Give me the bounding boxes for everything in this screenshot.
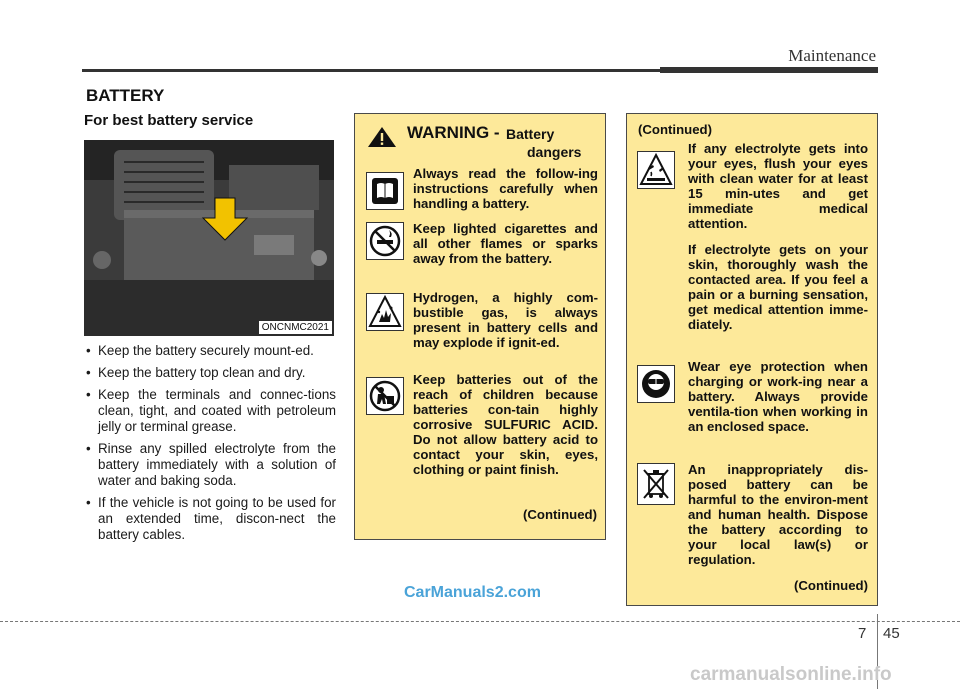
warning-panel xyxy=(354,113,606,540)
chapter-title: Maintenance xyxy=(788,46,876,65)
battery-photo xyxy=(84,140,334,336)
subsection-title: For best battery service xyxy=(84,112,254,129)
list-item: • Keep the battery securely mount-ed. xyxy=(84,343,336,359)
continued-heading: (Continued) xyxy=(638,122,712,137)
header-rule xyxy=(82,69,660,72)
list-item: • Rinse any spilled electrolyte from the battery immediately with a solution of water and baking soda. xyxy=(84,441,336,489)
chapter-number: 7 xyxy=(858,625,867,642)
no-trash-disposal-icon xyxy=(637,463,675,505)
acid-eyes-text: If any electrolyte gets into your eyes, flush your eyes with clean water for at least 15 min-utes and get immediate medical attention. xyxy=(688,141,868,231)
page-footer-rule xyxy=(0,621,960,622)
section-title: BATTERY xyxy=(86,86,165,105)
warning-text-read-instructions: Always read the follow-ing instructions carefully when handling a battery. xyxy=(413,166,598,211)
list-item: • Keep the battery top clean and dry. xyxy=(84,365,336,381)
warning-text-hydrogen: Hydrogen, a highly com-bustible gas, is always present in battery cells and may explode if ignit-ed. xyxy=(413,290,598,350)
page-number: 45 xyxy=(883,625,900,642)
list-item: • If the vehicle is not going to be used for an extended time, discon-nect the battery cables. xyxy=(84,495,336,543)
watermark-link[interactable]: CarManuals2.com xyxy=(404,584,541,601)
acid-skin-text: If electrolyte gets on your skin, thoroughly wash the contacted area. If you feel a pain or a burning sensation, get medical attention imme-diately. xyxy=(688,242,868,332)
eye-protection-icon xyxy=(637,365,675,403)
no-flames-icon xyxy=(366,222,404,260)
battery-tips-list xyxy=(84,343,336,549)
header-rule-thick xyxy=(660,67,878,73)
warning-continuation-panel xyxy=(626,113,878,606)
warning-subtitle: Battery xyxy=(506,126,555,142)
warning-label: WARNING - xyxy=(407,123,500,142)
photo-caption: ONCNMC2021 xyxy=(259,321,332,334)
warning-text-no-flames: Keep lighted cigarettes and all other flames or sparks away from the battery. xyxy=(413,221,598,266)
continued-label: (Continued) xyxy=(523,507,597,522)
continued-label: (Continued) xyxy=(794,578,868,593)
warning-text-children: Keep batteries out of the reach of children because batteries con-tain highly corrosive SULFURIC ACID. Do not allow battery acid to contact your skin, eyes, clothing or paint finish. xyxy=(413,372,598,477)
read-manual-icon xyxy=(366,172,404,210)
warning-triangle-icon xyxy=(367,126,397,148)
footer-watermark: carmanualsonline.info xyxy=(690,664,892,685)
explosion-hazard-icon xyxy=(366,293,404,331)
warning-subtitle-2: dangers xyxy=(527,144,582,160)
keep-away-children-icon xyxy=(366,377,404,415)
eye-protection-text: Wear eye protection when charging or work-ing near a battery. Always provide ventila-tion when working in an enclosed space. xyxy=(688,359,868,434)
list-item: • Keep the terminals and connec-tions clean, tight, and coated with petroleum jelly or terminal grease. xyxy=(84,387,336,435)
corrosive-acid-icon xyxy=(637,151,675,189)
disposal-text: An inappropriately dis-posed battery can be harmful to the environ-ment and human health. Dispose the battery according to your local law(s) or regulation. xyxy=(688,462,868,567)
